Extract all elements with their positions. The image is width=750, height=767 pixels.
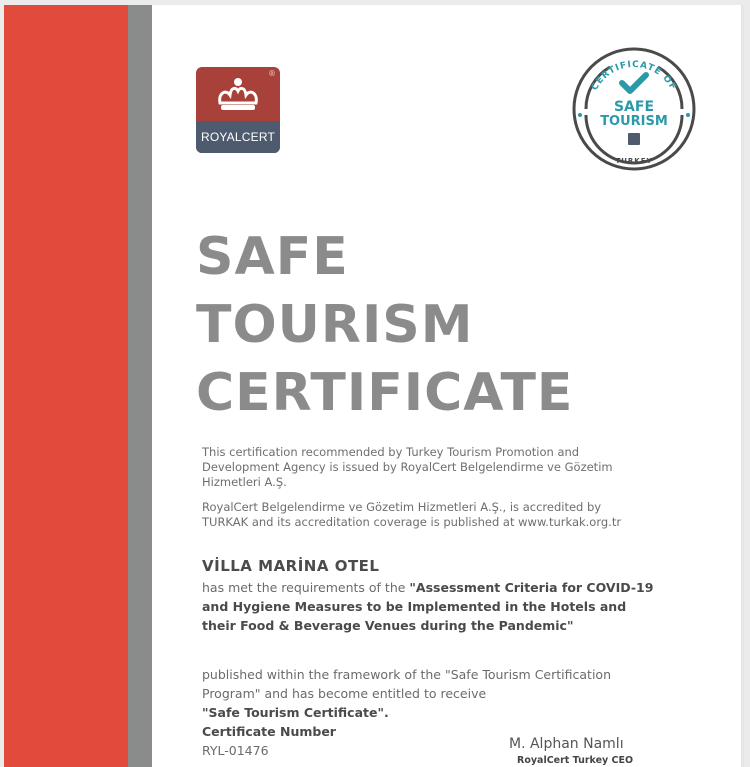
hotel-name: VİLLA MARİNA OTEL xyxy=(202,557,380,575)
requirements-paragraph: has met the requirements of the "Assessment Criteria for COVID-19 and Hygiene Measures to be Implemented in the Hotels and their Food & Beverage Venues during the Pandemic" xyxy=(202,580,654,633)
svg-text:CERTIFICATE OF: CERTIFICATE OF xyxy=(589,59,679,93)
red-side-band xyxy=(4,5,128,767)
logo-wordmark: ROYALCERT xyxy=(196,121,280,153)
svg-text:TURKEY: TURKEY xyxy=(615,157,653,165)
signatory-title: RoyalCert Turkey CEO xyxy=(517,755,634,766)
accreditation-paragraph: RoyalCert Belgelendirme ve Gözetim Hizmetleri A.Ş., is accredited by TURKAK and its accreditation coverage is published at www.turkak.org.tr xyxy=(202,500,622,529)
registered-mark: ® xyxy=(268,69,276,78)
certificate-number-label: Certificate Number xyxy=(202,724,336,739)
royalcert-logo xyxy=(196,67,280,153)
certificate-number: RYL-01476 xyxy=(202,743,269,758)
safe-tourism-seal xyxy=(570,45,698,173)
svg-text:TOURISM: TOURISM xyxy=(600,114,668,129)
intro-paragraph: This certification recommended by Turkey Tourism Promotion and Development Agency is issued by RoyalCert Belgelendirme ve Gözetim Hizmetleri A.Ş. xyxy=(202,445,613,489)
signatory-name: M. Alphan Namlı xyxy=(509,736,624,752)
certificate-page xyxy=(4,5,744,767)
certificate-name: "Safe Tourism Certificate". xyxy=(202,705,389,720)
page-edge xyxy=(741,5,744,767)
crown-icon xyxy=(214,77,262,117)
grey-side-band xyxy=(128,5,152,767)
svg-text:SAFE: SAFE xyxy=(613,99,655,115)
framework-paragraph: published within the framework of the "Safe Tourism Certification Program" and has become entitled to receive "Safe Tourism Certificate". Certificate Number RYL-01476 xyxy=(202,665,662,760)
certificate-title: SAFE TOURISM CERTIFICATE xyxy=(196,227,574,423)
